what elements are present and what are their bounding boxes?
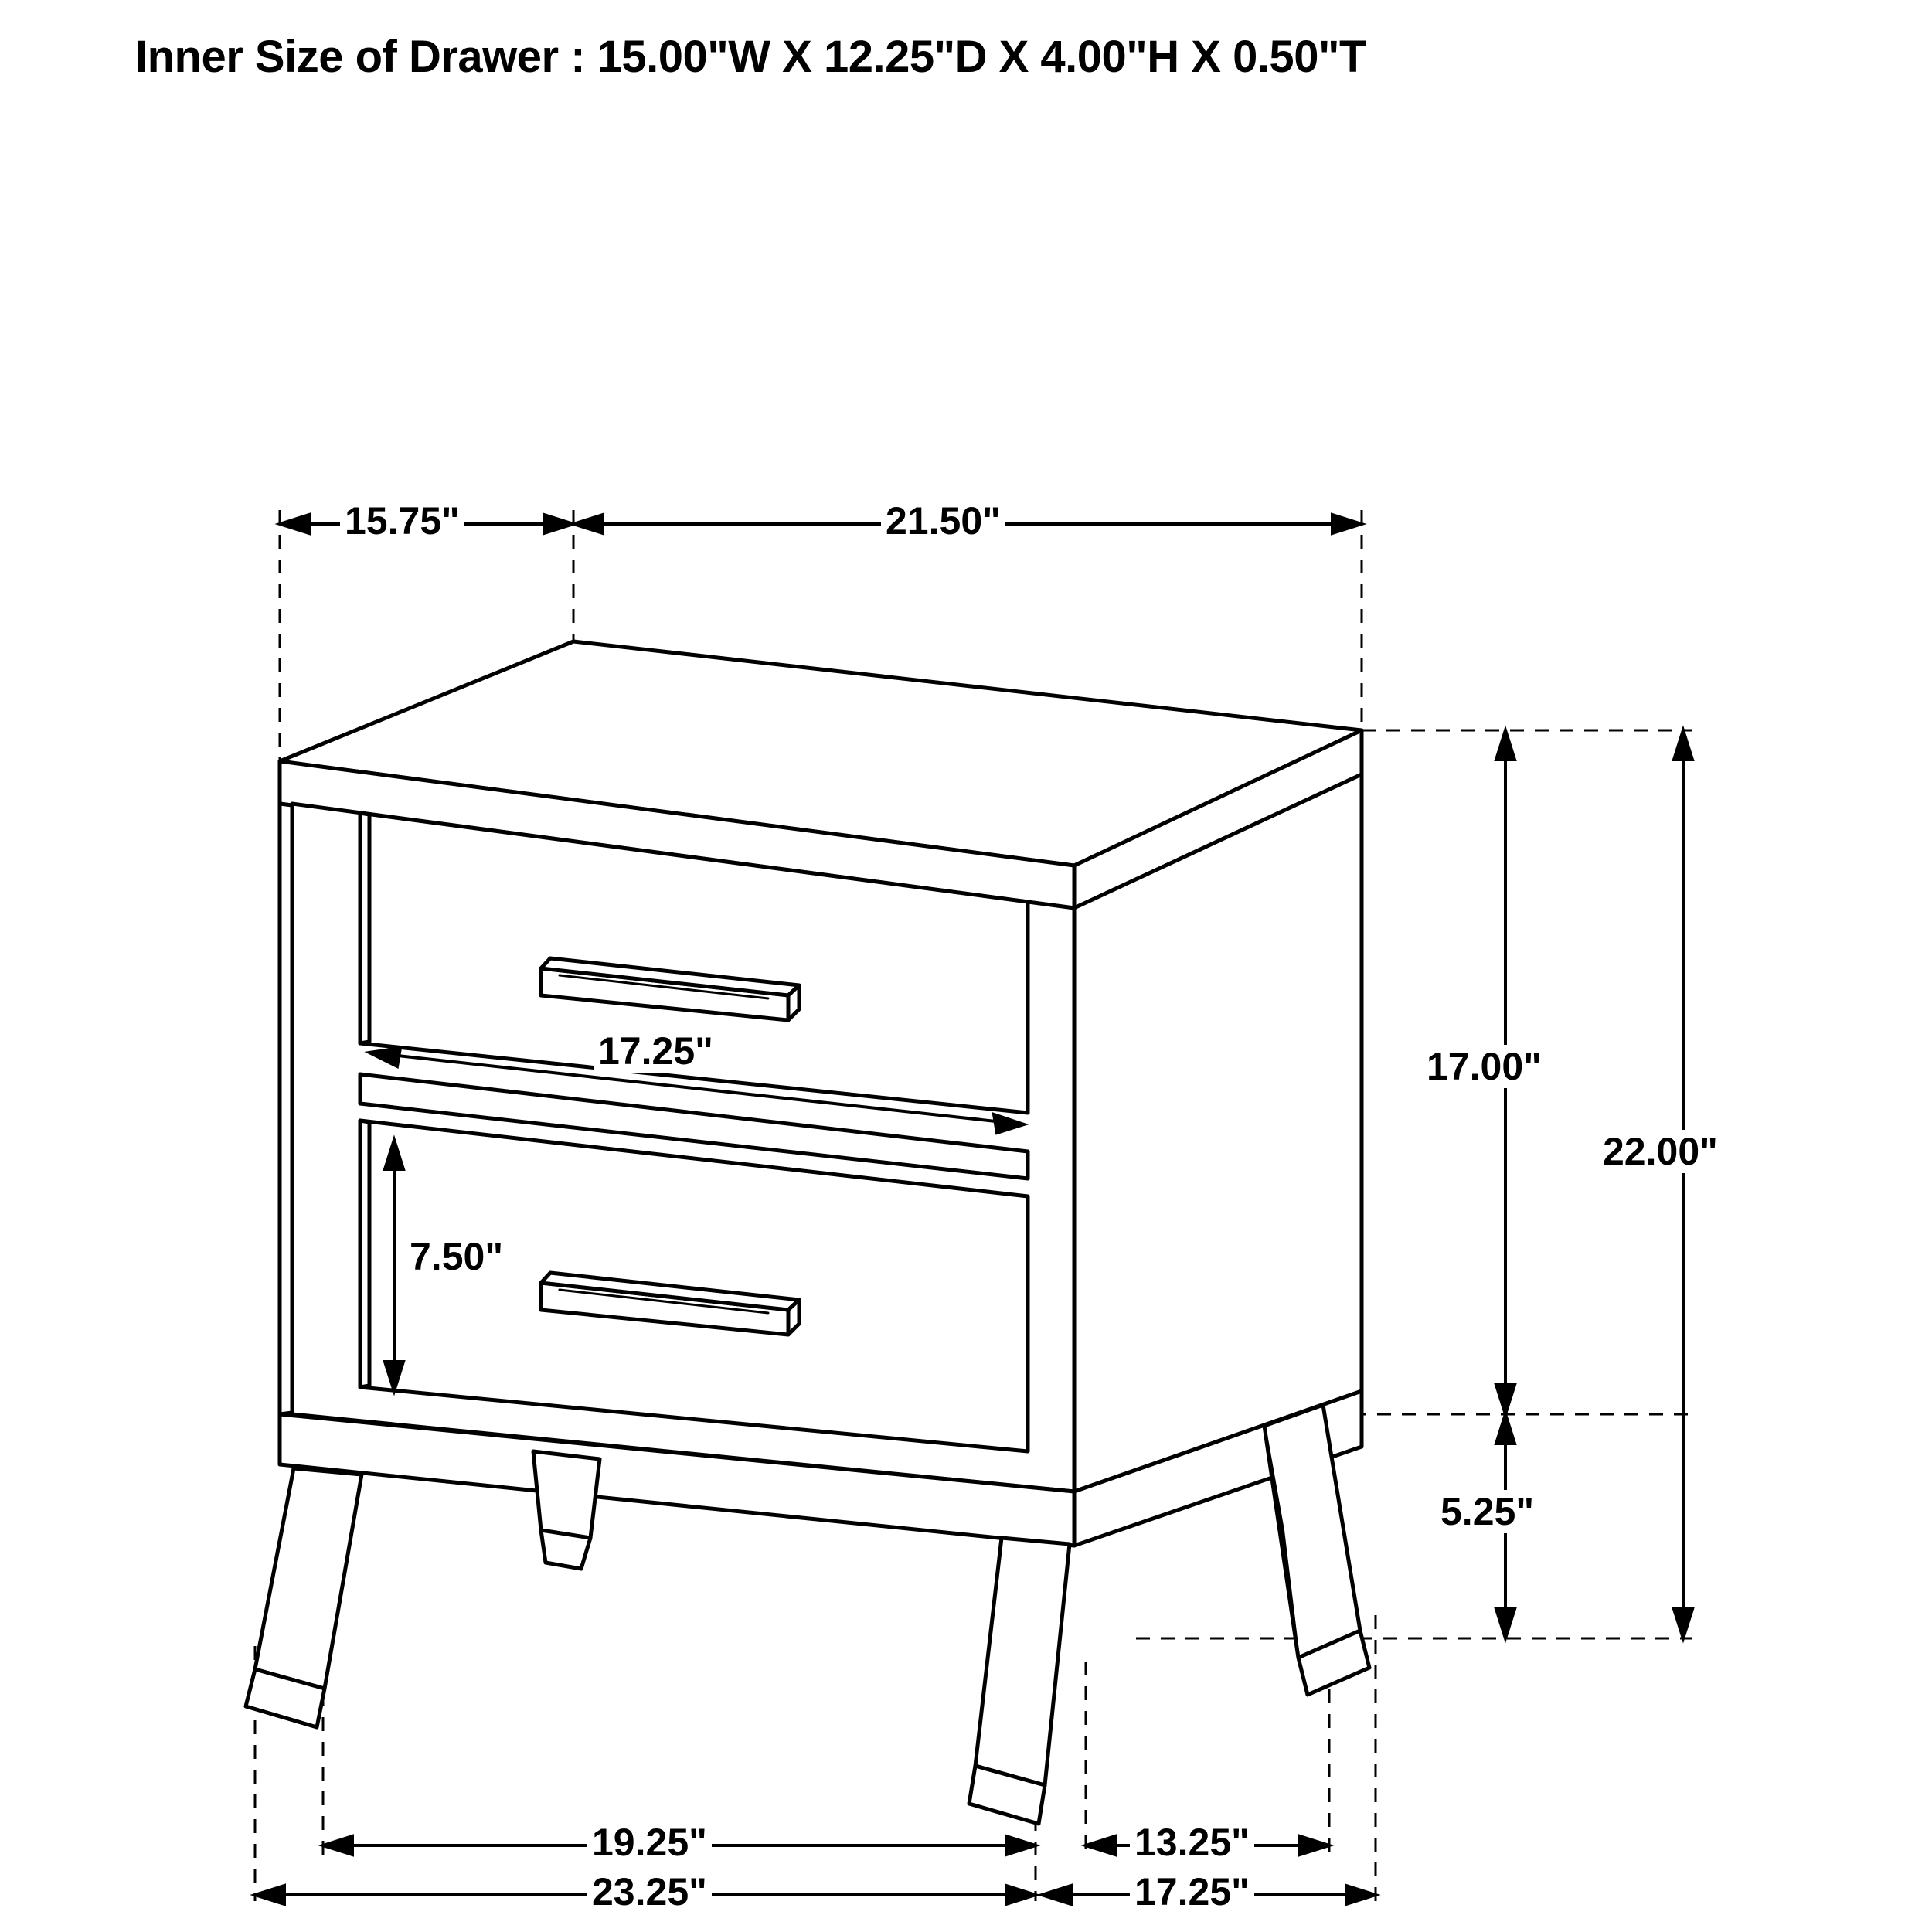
dimension-label-overall-side-depth: 17.25" [1130,1870,1254,1913]
leg-front-left [255,1468,362,1689]
leg-back-left-stub [533,1451,600,1538]
dimension-label-total-height: 22.00" [1598,1130,1723,1173]
dimension-label-overall-front-width: 23.25" [587,1870,712,1913]
lower-drawer-left-reveal [360,1121,369,1387]
dimension-label-top-depth: 15.75" [340,499,464,543]
dimension-label-leg-height: 5.25" [1436,1490,1539,1533]
dimension-label-lower-drawer-height: 7.50" [405,1235,508,1278]
dimension-label-base-side-depth: 13.25" [1130,1821,1254,1864]
leg-front-right [975,1538,1070,1785]
page-title: Inner Size of Drawer : 15.00"W X 12.25"D X 4.00"H X 0.50"T [135,32,1366,82]
dimension-label-body-height: 17.00" [1422,1045,1546,1088]
cabinet-left-edge [280,804,292,1414]
nightstand-drawing [246,641,1369,1824]
dimension-label-base-front-width: 19.25" [587,1821,712,1864]
dimension-label-upper-drawer-width: 17.25" [594,1029,718,1073]
upper-drawer-left-reveal [360,813,369,1043]
leg-back-left-stub-foot [541,1530,590,1569]
dimension-label-top-width: 21.50" [881,499,1005,543]
